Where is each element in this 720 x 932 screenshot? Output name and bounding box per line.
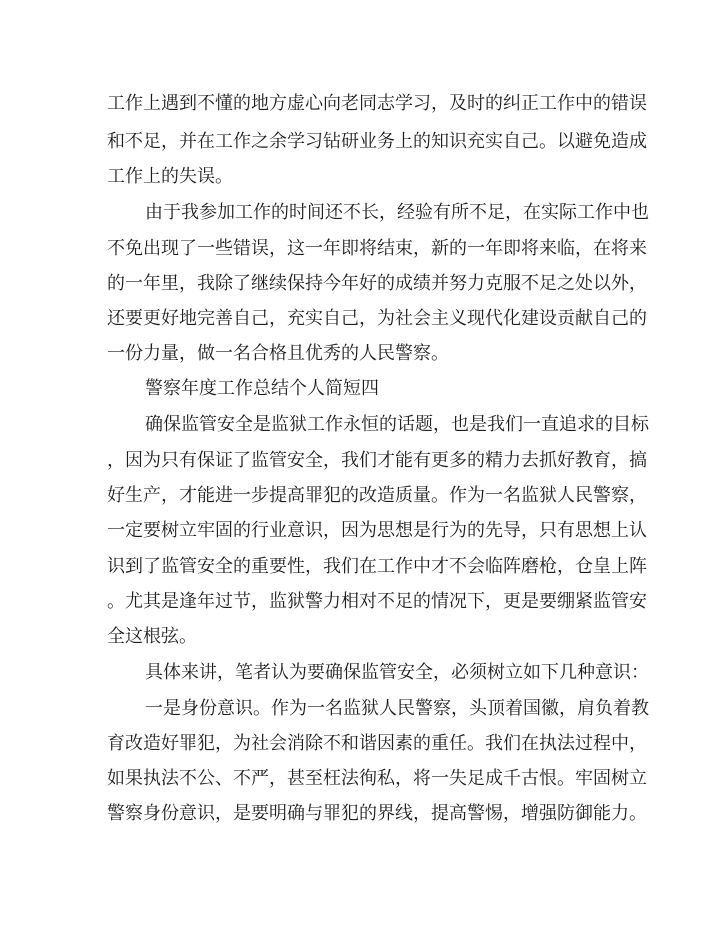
text-line: 的一年里，我除了继续保持今年好的成绩并努力克服不足之处以外， [107,273,647,294]
text-line: 一份力量，做一名合格且优秀的人民警察。 [107,343,449,364]
text-line: 工作上遇到不懂的地方虚心向老同志学习，及时的纠正工作中的错误 [107,93,647,114]
text-line: 识到了监管安全的重要性，我们在工作中才不会临阵磨枪，仓皇上阵 [107,556,647,577]
text-line: 确保监管安全是监狱工作永恒的话题，也是我们一直追求的目标 [145,414,649,435]
section-heading: 警察年度工作总结个人简短四 [145,378,379,399]
text-line: 全这根弦。 [107,626,197,647]
text-line: 如果执法不公、不严，甚至枉法徇私，将一失足成千古恨。牢固树立 [107,768,647,789]
text-line: 育改造好罪犯，为社会消除不和谐因素的重任。我们在执法过程中， [107,733,647,754]
text-line: 和不足，并在工作之余学习钻研业务上的知识充实自己。以避免造成 [107,131,647,152]
text-line: ，因为只有保证了监管安全，我们才能有更多的精力去抓好教育，搞 [107,450,647,471]
text-line: 具体来讲，笔者认为要确保监管安全，必须树立如下几种意识： [145,662,649,683]
text-line: 好生产，才能进一步提高罪犯的改造质量。作为一名监狱人民警察， [107,485,647,506]
text-line: 一是身份意识。作为一名监狱人民警察，头顶着国徽，肩负着教 [145,698,649,719]
text-line: 警察身份意识，是要明确与罪犯的界线，提高警惕，增强防御能力。 [107,803,647,824]
text-line: 不免出现了一些错误，这一年即将结束，新的一年即将来临，在将来 [107,238,647,259]
text-line: 一定要树立牢固的行业意识，因为思想是行为的先导，只有思想上认 [107,520,647,541]
text-line: 。尤其是逢年过节，监狱警力相对不足的情况下，更是要绷紧监管安 [107,591,647,612]
text-line: 工作上的失误。 [107,166,233,187]
text-line: 还要更好地完善自己，充实自己，为社会主义现代化建设贡献自己的 [107,308,647,329]
text-line: 由于我参加工作的时间还不长，经验有所不足，在实际工作中也 [145,202,649,223]
